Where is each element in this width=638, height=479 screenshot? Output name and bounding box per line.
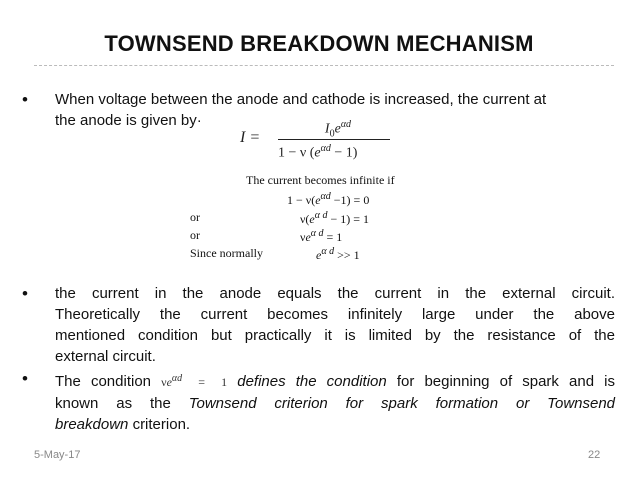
bullet-3-line2-plain: known as the — [55, 395, 171, 412]
bullet-3-rest-1: for beginning of spark and is — [396, 373, 615, 390]
bullet-3-line3-plain: criterion. — [132, 416, 191, 433]
condition-line-0: $1 - \nu(e^{\alpha d} -1) = 0$ — [287, 191, 370, 207]
condition-row-expr: $\nu e^{\alpha d} = 1$ — [300, 228, 343, 244]
fraction-bar — [278, 139, 390, 140]
formula-lhs — [240, 129, 260, 147]
bullet-3-line2-italic: Townsend criterion for spark formation or Townsend — [188, 395, 616, 412]
current-formula — [240, 119, 400, 167]
bullet-1-line-2: the anode is given by· — [55, 112, 202, 129]
condition-row-label: or — [190, 210, 200, 224]
bullet-2-line: external circuit. — [55, 348, 156, 365]
bullet-marker: • — [22, 90, 28, 109]
bullet-3-prefix: The condition — [55, 373, 152, 390]
condition-row-label: Since normally — [190, 246, 263, 260]
formula-numerator: $I_0e^{\alpha d}$ — [324, 119, 352, 140]
condition-row-label: or — [190, 228, 200, 242]
bullet-2-line: the current in the anode equals the current in the external circuit. — [55, 285, 615, 302]
bullet-3-italic-1: defines the condition — [237, 373, 387, 390]
bullet-3-line-2 — [55, 393, 615, 414]
slide-title: TOWNSEND BREAKDOWN MECHANISM — [104, 31, 534, 56]
bullet-marker: • — [22, 284, 28, 303]
formula-lhs-text: I = — [240, 129, 261, 146]
bullet-3-line-3 — [55, 414, 615, 435]
bullet-marker: • — [22, 369, 28, 388]
title-divider — [34, 65, 614, 66]
condition-row-expr: $\nu(e^{\alpha d} - 1) = 1$ — [300, 210, 370, 226]
bullet-2-line: mentioned condition but practically it is limited by the resistance of the — [55, 327, 615, 344]
formula-denominator: 1 − ν $(e^{\alpha d} - 1)$ — [278, 143, 358, 161]
inline-criterion-expr: $\nu e^{\alpha d} = 1$ — [161, 373, 228, 389]
condition-row-expr: $e^{\alpha d} >> 1$ — [316, 246, 360, 262]
bullet-1-line-1: When voltage between the anode and cathode is increased, the current at — [55, 91, 547, 108]
page-number: 22 — [588, 449, 601, 461]
bullet-3-text — [55, 368, 615, 435]
bullet-3-line-1 — [55, 368, 615, 393]
bullet-2-text — [55, 283, 615, 367]
condition-heading: The current becomes infinite if — [246, 173, 395, 187]
bullet-2-line: Theoretically the current becomes infinitely large under the above — [55, 306, 615, 323]
footer-date: 5-May-17 — [34, 449, 81, 461]
bullet-3-line3-italic: breakdown — [55, 416, 129, 433]
